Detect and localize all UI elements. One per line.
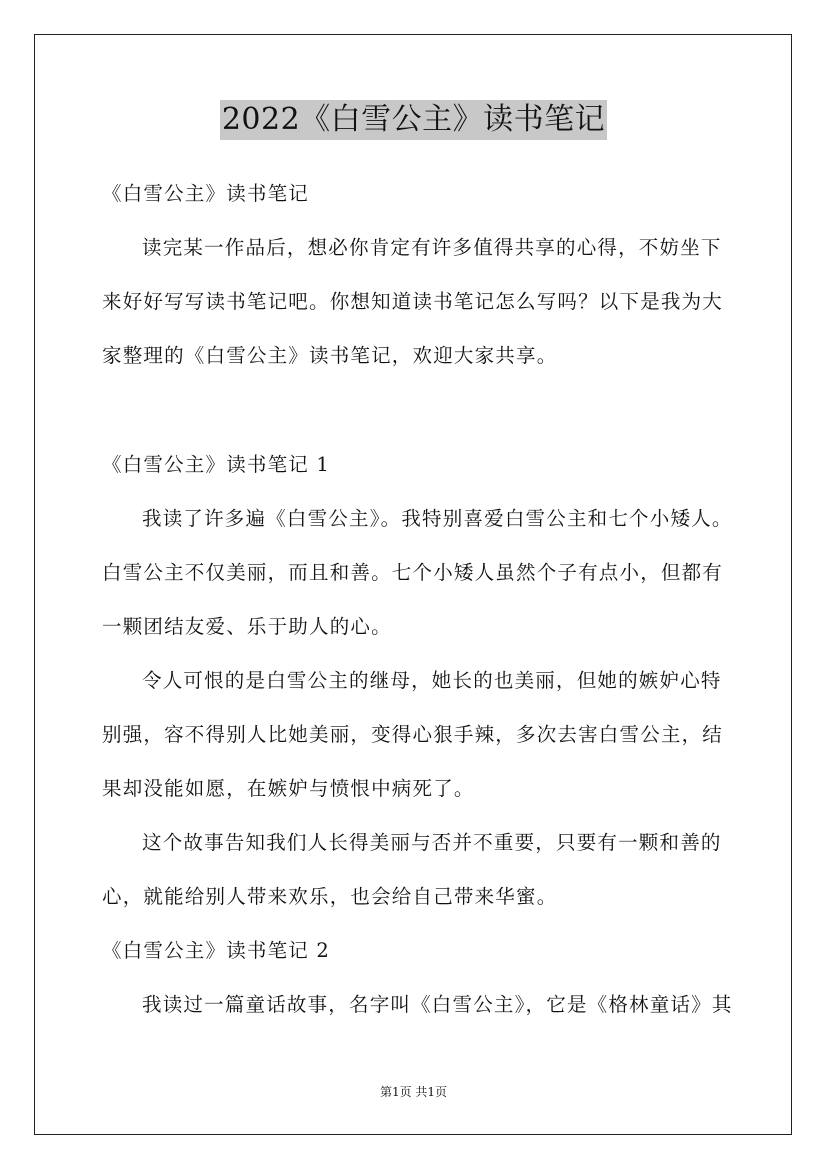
body-line: 我读了许多遍《白雪公主》。我特别喜爱白雪公主和七个小矮人。 xyxy=(142,507,733,530)
body-line: 这个故事告知我们人长得美丽与否并不重要，只要有一颗和善的 xyxy=(142,831,722,854)
body-line: 一颗团结友爱、乐于助人的心。 xyxy=(102,615,392,638)
body-line: 白雪公主不仅美丽，而且和善。七个小矮人虽然个子有点小，但都有 xyxy=(102,561,724,584)
body-line: 令人可恨的是白雪公主的继母，她长的也美丽，但她的嫉妒心特 xyxy=(142,669,722,692)
section-heading-2: 《白雪公主》读书笔记 2 xyxy=(102,939,331,962)
title-container xyxy=(0,100,827,140)
page-footer: 第1页 共1页 xyxy=(379,1085,448,1099)
section-heading-1: 《白雪公主》读书笔记 1 xyxy=(102,453,331,476)
body-line: 别强，容不得别人比她美丽，变得心狠手辣，多次去害白雪公主，结 xyxy=(102,723,724,746)
document-title: 2022《白雪公主》读书笔记 xyxy=(220,100,607,140)
body-line: 我读过一篇童话故事，名字叫《白雪公主》，它是《格林童话》其 xyxy=(142,993,733,1016)
subtitle-line: 《白雪公主》读书笔记 xyxy=(102,182,310,205)
intro-line: 读完某一作品后，想必你肯定有许多值得共享的心得，不妨坐下 xyxy=(142,236,722,259)
body-line: 心，就能给别人带来欢乐，也会给自己带来华蜜。 xyxy=(102,885,558,908)
body-line: 果却没能如愿，在嫉妒与愤恨中病死了。 xyxy=(102,777,475,800)
intro-line: 家整理的《白雪公主》读书笔记，欢迎大家共享。 xyxy=(102,344,558,367)
intro-line: 来好好写写读书笔记吧。你想知道读书笔记怎么写吗？以下是我为大 xyxy=(102,290,724,313)
